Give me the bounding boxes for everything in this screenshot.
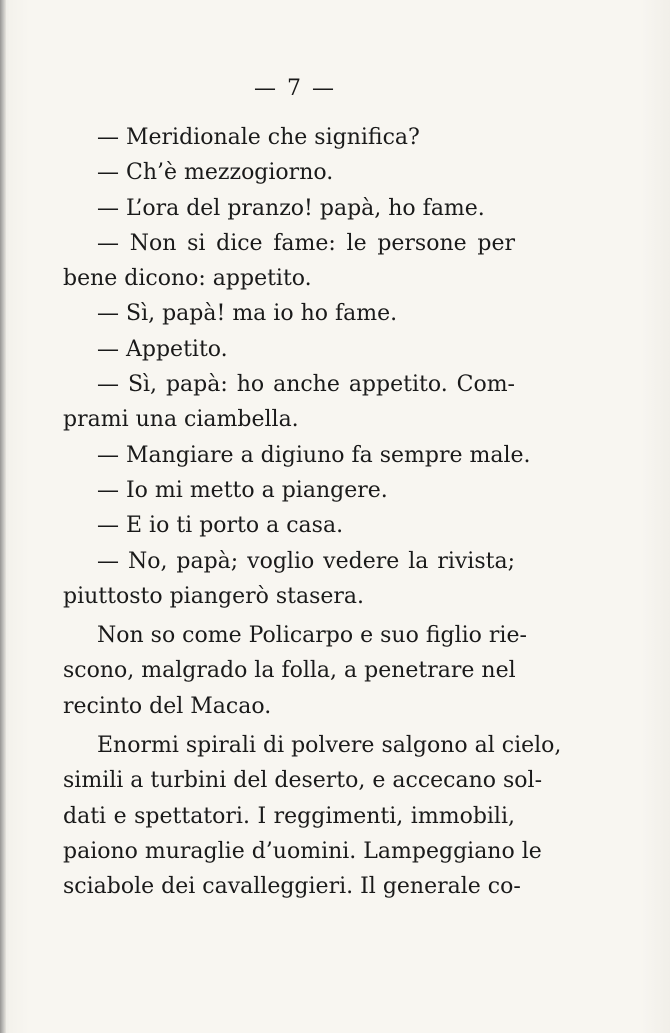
- text-line: — Appetito.: [97, 336, 228, 362]
- text-line: recinto del Macao.: [63, 693, 272, 719]
- text-line: — Sì, papà: ho anche appetito. Com-: [97, 372, 515, 398]
- text-line: — Ch’è mezzogiorno.: [97, 160, 334, 186]
- paragraph: [63, 226, 515, 297]
- paragraph: [97, 296, 515, 331]
- text-line: — Sì, papà! ma io ho fame.: [97, 301, 398, 327]
- text-line: — Meridionale che significa?: [97, 125, 420, 150]
- text-line: — Io mi metto a piangere.: [97, 477, 388, 503]
- text-line: prami una ciambella.: [63, 407, 299, 433]
- text-line: sciabole dei cavalleggieri. Il generale co-: [63, 874, 521, 900]
- text-line: simili a turbini del deserto, e accecano sol-: [63, 768, 543, 794]
- paragraph: [97, 332, 515, 367]
- text-line: Enormi spirali di polvere salgono al cielo,: [97, 733, 562, 759]
- text-line: bene dicono: appetito.: [63, 266, 312, 292]
- paragraph: [63, 618, 527, 724]
- text-line: paiono muraglie d’uomini. Lampeggiano le: [63, 838, 542, 864]
- text-line: — Non si dice fame: le persone per: [97, 230, 515, 256]
- paragraph: [63, 367, 515, 438]
- text-line: — L’ora del pranzo! papà, ho fame.: [97, 195, 485, 221]
- paragraph: [97, 120, 515, 155]
- paragraph: [63, 544, 515, 615]
- text-line: piuttosto piangerò stasera.: [63, 583, 365, 609]
- text-line: — Mangiare a digiuno fa sempre male.: [97, 442, 531, 468]
- page-number: — 7 —: [254, 76, 336, 101]
- paragraph: [97, 191, 515, 226]
- body-text: [63, 120, 562, 905]
- text-line: — E io ti porto a casa.: [97, 513, 344, 539]
- binding-edge: [0, 0, 6, 1033]
- paragraph: [97, 473, 515, 508]
- text-line: Non so come Policarpo e suo figlio rie-: [97, 623, 527, 649]
- paragraph: [97, 508, 515, 543]
- paragraph: [97, 155, 515, 190]
- text-line: — No, papà; voglio vedere la rivista;: [97, 548, 515, 574]
- text-line: scono, malgrado la folla, a penetrare nel: [63, 658, 516, 684]
- text-line: dati e spettatori. I reggimenti, immobili,: [63, 803, 515, 829]
- paragraph: [63, 728, 562, 904]
- paragraph: [97, 438, 531, 473]
